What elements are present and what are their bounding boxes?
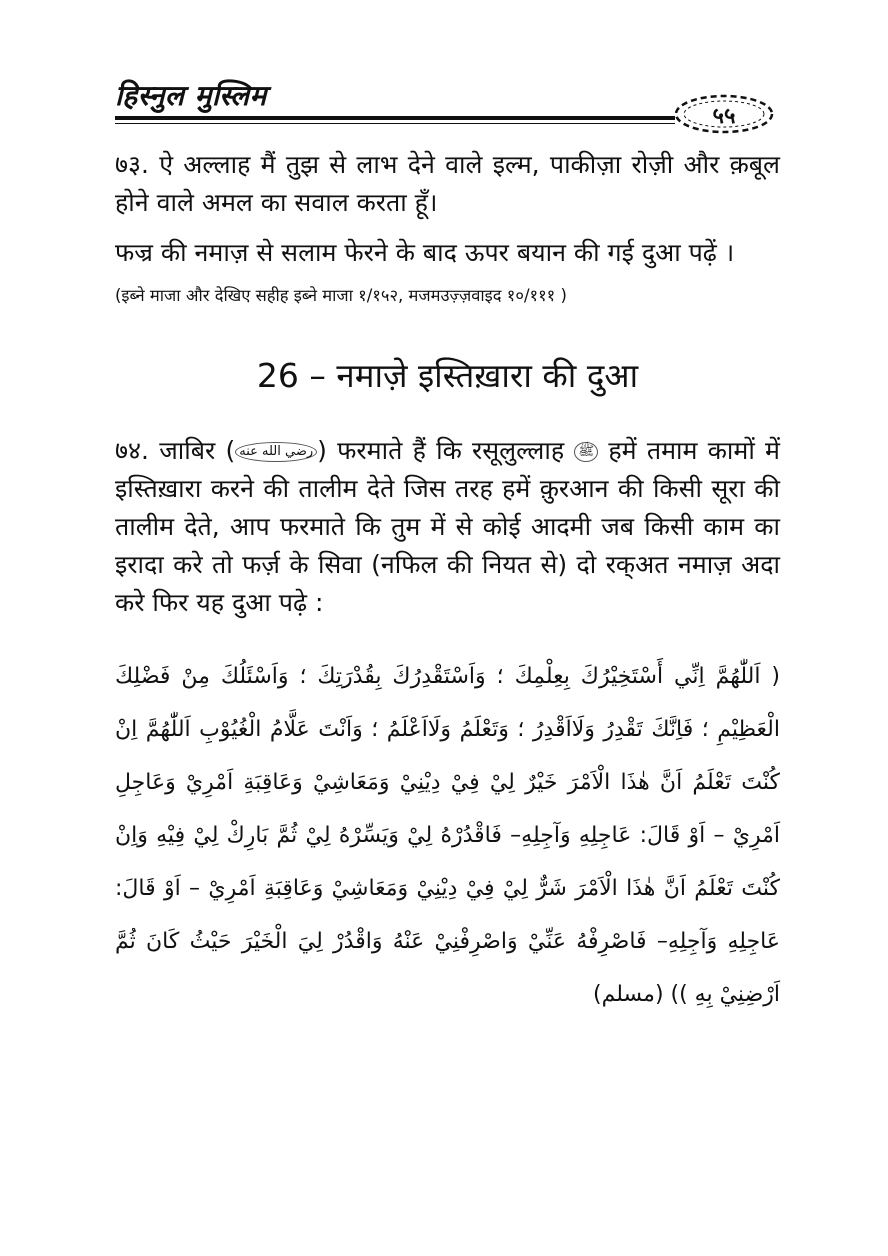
radiyallah-icon: رضي الله عنه	[235, 442, 317, 462]
hadith-74-part2: फरमाते हैं कि रसूलुल्लाह	[337, 436, 565, 465]
header-rule-thick	[115, 116, 675, 120]
header-rule-thin	[115, 123, 675, 124]
dua-73-text: ७३. ऐ अल्लाह मैं तुझ से लाभ देने वाले इल्म, पाकीज़ा रोज़ी और क़बूल होने वाले अमल का सवाल करता हूँ।	[115, 150, 780, 217]
hadith-74-part1: ७४. जाबिर	[115, 436, 216, 465]
arabic-dua-text: ( اَللّٰهُمَّ اِنِّي أَسْتَخِيْرُكَ بِعِلْمِكَ ؛ وَاَسْتَقْدِرُكَ بِقُدْرَتِكَ ؛ وَاَسْئَلُكَ مِنْ فَضْلِكَ الْعَظِيْمِ ؛ فَاِنَّكَ تَقْدِرُ وَلَااَقْدِرُ ؛ وَتَعْلَمُ وَلَااَعْلَمُ ؛ وَاَنْتَ عَلَّامُ الْغُيُوْبِ اَللّٰهُمَّ اِنْ كُنْتَ تَعْلَمُ اَنَّ هٰذَا الْاَمْرَ خَيْرٌ لِيْ فِيْ دِيْنِيْ وَمَعَاشِيْ وَعَاقِبَةِ اَمْرِيْ وَعَاجِلِ اَمْرِيْ – اَوْ قَالَ: عَاجِلِهِ وَآجِلِهِ– فَاقْدُرْهُ لِيْ وَيَسِّرْهُ لِيْ ثُمَّ بَارِكْ لِيْ فِيْهِ وَاِنْ كُنْتَ تَعْلَمُ اَنَّ هٰذَا الْاَمْرَ شَرٌّ لِيْ فِيْ دِيْنِيْ وَمَعَاشِيْ وَعَاقِبَةِ اَمْرِيْ – اَوْ قَالَ: عَاجِلِهِ وَآجِلِهِ– فَاصْرِفْهُ عَنِّيْ وَاصْرِفْنِيْ عَنْهُ وَاقْدُرْ لِيَ الْخَيْرَ حَيْثُ كَانَ ثُمَّ اَرْضِنِيْ بِهِ )) (مسلم)	[115, 664, 780, 1007]
page-header	[115, 70, 780, 140]
page-number-badge	[670, 92, 778, 136]
instruction-text: फज्र की नमाज़ से सलाम फेरने के बाद ऊपर बयान की गई दुआ पढ़ें ।	[115, 238, 735, 267]
salawat-icon: ﷺ	[574, 442, 598, 462]
reference-text: (इब्ने माजा और देखिए सहीह इब्ने माजा १/१५२, मजमउज़्ज़वाइद १०/१११ )	[115, 286, 567, 305]
section-heading: 26 – नमाज़े इस्तिख़ारा की दुआ	[256, 356, 639, 395]
hadith-74-part3: हमें तमाम कामों में इस्तिख़ारा करने की तालीम देते जिस तरह हमें क़ुरआन की किसी सूरा की तालीम देते, आप फरमाते कि तुम में से कोई आदमी जब किसी काम का इरादा करे तो फर्ज़ के सिवा (नफिल की नियत से) दो रक्अत नमाज़ अदा करे फिर यह दुआ पढ़े :	[115, 436, 781, 617]
book-title: हिस्नुल मुस्लिम	[115, 79, 267, 112]
page-content	[115, 146, 780, 1021]
hadith-74-text: ७४. जाबिर ( رضي الله عنه ) फरमाते हैं कि रसूलुल्लाह ﷺ हमें तमाम कामों में इस्तिख़ारा करने की तालीम देते जिस तरह हमें क़ुरआन की किसी सूरा की तालीम देते, आप फरमाते कि तुम में से कोई आदमी जब किसी काम का इरादा करे तो फर्ज़ के सिवा (नफिल की नियत से) दो रक्अत नमाज़ अदा करे फिर यह दुआ पढ़े :	[115, 436, 781, 617]
page-number: ५५	[712, 104, 736, 129]
